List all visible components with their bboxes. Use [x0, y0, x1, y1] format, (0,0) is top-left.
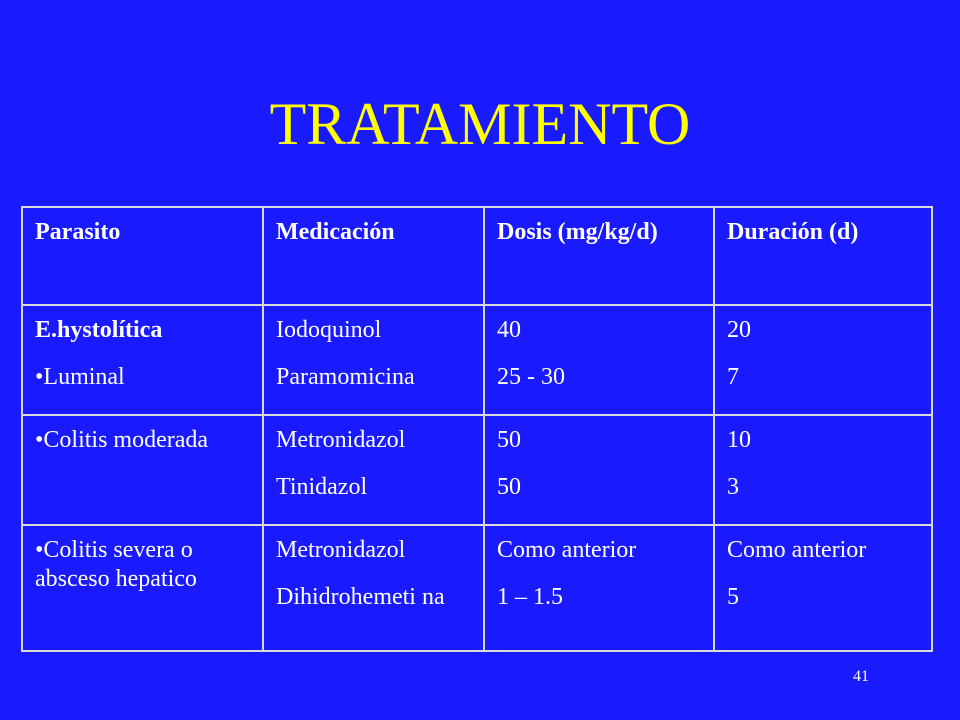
duration-cell: [714, 525, 932, 651]
parasite-form: •Luminal: [35, 364, 125, 390]
medication-name: Tinidazol: [276, 474, 368, 500]
dose-value: 40: [497, 317, 521, 343]
duration-value: 3: [727, 474, 739, 500]
header-dose: Dosis (mg/kg/d): [484, 207, 714, 305]
dose-cell: [484, 525, 714, 651]
slide-number: 41: [853, 668, 869, 685]
duration-cell: [714, 415, 932, 525]
parasite-form: •Colitis severa o absceso hepatico: [35, 537, 197, 592]
header-medication: Medicación: [263, 207, 484, 305]
table-row: [22, 305, 932, 415]
medication-name: Dihidrohemeti na: [276, 584, 445, 610]
parasite-cell: [22, 415, 263, 525]
dose-value: 25 - 30: [497, 364, 565, 390]
dose-cell: [484, 415, 714, 525]
duration-value: 20: [727, 317, 751, 343]
dose-value: Como anterior: [497, 537, 637, 563]
medication-cell: [263, 415, 484, 525]
dose-cell: [484, 305, 714, 415]
slide-title: TRATAMIENTO: [269, 91, 691, 157]
parasite-name: E.hystolítica: [35, 317, 163, 343]
duration-value: Como anterior: [727, 537, 867, 563]
duration-value: 5: [727, 584, 739, 610]
parasite-cell: [22, 305, 263, 415]
duration-value: 10: [727, 427, 751, 453]
medication-name: Metronidazol: [276, 427, 406, 453]
duration-value: 7: [727, 364, 739, 390]
table-row: [22, 525, 932, 651]
medication-cell: [263, 305, 484, 415]
table-header-row: [22, 207, 932, 305]
parasite-cell: [22, 525, 263, 651]
dose-value: 50: [497, 474, 521, 500]
parasite-form: •Colitis moderada: [35, 427, 209, 453]
dose-value: 1 – 1.5: [497, 584, 563, 610]
medication-name: Paramomicina: [276, 364, 415, 390]
medication-name: Metronidazol: [276, 537, 406, 563]
medication-cell: [263, 525, 484, 651]
table-row: [22, 415, 932, 525]
treatment-table: [21, 206, 933, 652]
duration-cell: [714, 305, 932, 415]
header-duration: Duración (d): [714, 207, 932, 305]
dose-value: 50: [497, 427, 521, 453]
header-parasite: Parasito: [22, 207, 263, 305]
medication-name: Iodoquinol: [276, 317, 382, 343]
